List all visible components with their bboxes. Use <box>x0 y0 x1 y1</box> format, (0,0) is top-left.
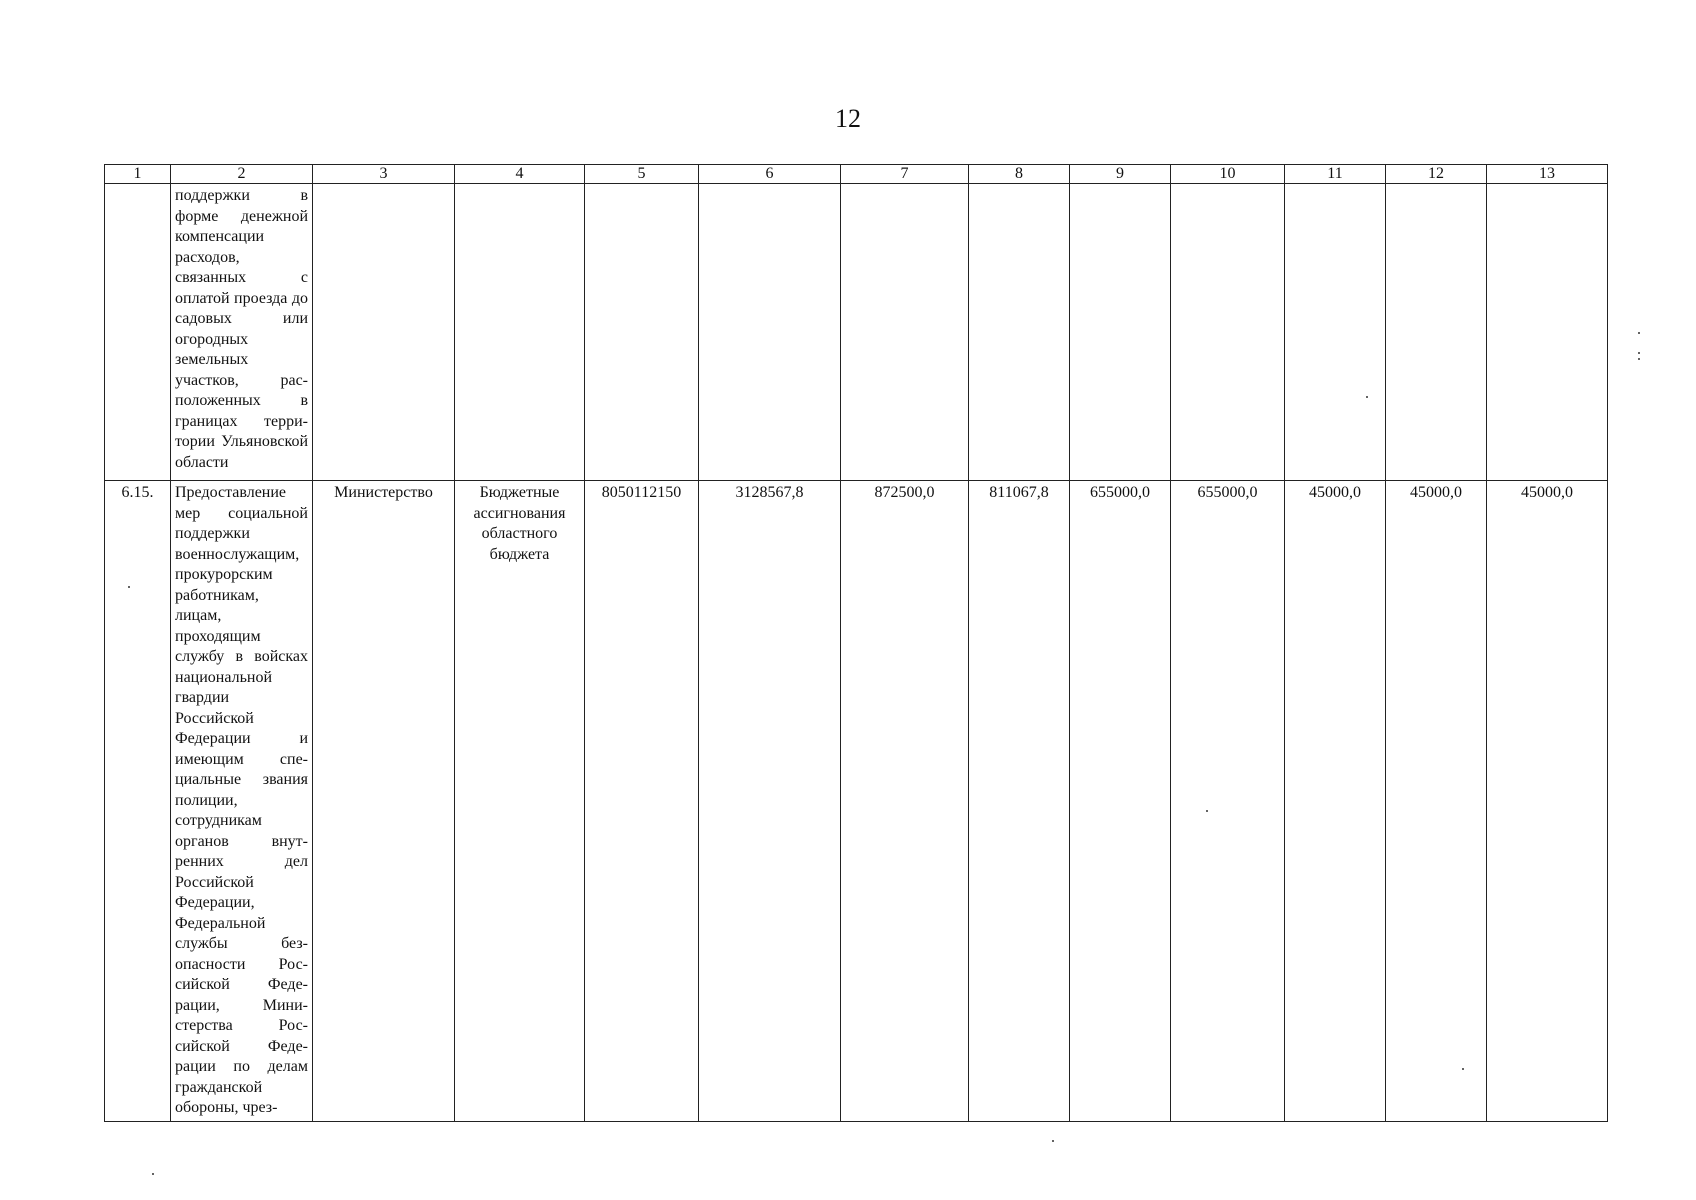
row-col-6 <box>699 184 841 481</box>
row-col-10 <box>1171 184 1285 481</box>
row-col-10: 655000,0 <box>1171 481 1285 1122</box>
table-header <box>105 165 1608 184</box>
header-row <box>105 165 1608 184</box>
row-col-7 <box>841 184 969 481</box>
header-col-4: 4 <box>455 165 585 184</box>
row-code: 8050112150 <box>585 481 699 1122</box>
header-col-9: 9 <box>1070 165 1171 184</box>
row-col-8 <box>969 184 1070 481</box>
row-col-9 <box>1070 184 1171 481</box>
header-col-6: 6 <box>699 165 841 184</box>
row-col-12: 45000,0 <box>1386 481 1487 1122</box>
header-col-13: 13 <box>1487 165 1608 184</box>
row-col-9: 655000,0 <box>1070 481 1171 1122</box>
table-row <box>105 481 1608 1122</box>
table-row <box>105 184 1608 481</box>
page-number: 12 <box>835 104 861 133</box>
row-description: Предоставление мер социальной поддержки военнослужащим, прокурорским работникам, лицам, проходящим службу в войсках национальной гвардии Российской Федерации и имеющим специальные звания полиции, сотрудникам органов внутренних дел Российской Федерации, Федеральной службы безопасности Российской Федерации, Министерства Российской Федерации по делам гражданской обороны, чрез- <box>171 481 313 1122</box>
budget-table <box>104 164 1608 1122</box>
scan-speck <box>1206 810 1208 812</box>
scan-speck <box>1638 332 1640 334</box>
row-code <box>585 184 699 481</box>
scan-speck <box>152 1173 154 1175</box>
scan-speck <box>1052 1140 1054 1142</box>
row-description: поддержки в форме денежной компенсации расходов, связанных с оплатой проезда до садовых или огородных земельных участков, расположенных в границах территории Ульяновской области <box>171 184 313 481</box>
row-col-8: 811067,8 <box>969 481 1070 1122</box>
row-col-6: 3128567,8 <box>699 481 841 1122</box>
header-col-12: 12 <box>1386 165 1487 184</box>
row-col-7: 872500,0 <box>841 481 969 1122</box>
header-col-7: 7 <box>841 165 969 184</box>
row-col-11: 45000,0 <box>1285 481 1386 1122</box>
row-col-13 <box>1487 184 1608 481</box>
row-executor: Министерство <box>313 481 455 1122</box>
row-col-13: 45000,0 <box>1487 481 1608 1122</box>
scan-speck <box>128 586 130 588</box>
header-col-10: 10 <box>1171 165 1285 184</box>
row-source <box>455 184 585 481</box>
header-col-1: 1 <box>105 165 171 184</box>
scan-speck <box>1638 352 1640 354</box>
row-source: Бюджетные ассигнования областного бюджета <box>455 481 585 1122</box>
scan-speck <box>1638 358 1640 360</box>
row-number <box>105 184 171 481</box>
header-col-8: 8 <box>969 165 1070 184</box>
header-col-11: 11 <box>1285 165 1386 184</box>
scan-speck <box>1462 1068 1464 1070</box>
row-col-12 <box>1386 184 1487 481</box>
row-col-11 <box>1285 184 1386 481</box>
row-number: 6.15. <box>105 481 171 1122</box>
header-col-5: 5 <box>585 165 699 184</box>
header-col-3: 3 <box>313 165 455 184</box>
scan-speck <box>1366 396 1368 398</box>
header-col-2: 2 <box>171 165 313 184</box>
row-executor <box>313 184 455 481</box>
